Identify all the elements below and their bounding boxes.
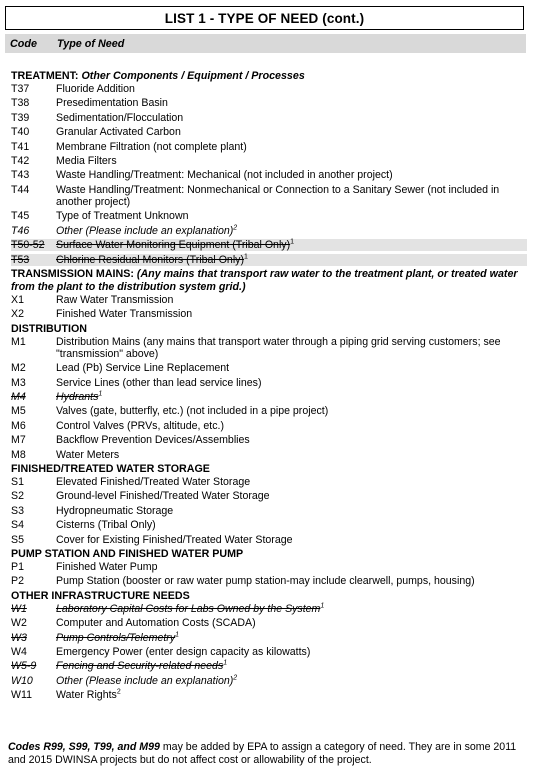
need-description bbox=[56, 449, 527, 461]
need-description-text: Pump Controls/Telemetry bbox=[56, 631, 176, 644]
need-description bbox=[56, 575, 527, 587]
section-heading bbox=[11, 463, 527, 476]
need-description-text: Distribution Mains (any mains that transport water through a piping grid serving customers; see "transmission" above) bbox=[56, 335, 501, 360]
need-description-text: Waste Handling/Treatment: Nonmechanical or Connection to a Sanitary Sewer (not included in another project) bbox=[56, 183, 500, 208]
need-description-text: Hydrants bbox=[56, 391, 99, 404]
need-code: T39 bbox=[11, 111, 30, 124]
list-item bbox=[11, 632, 527, 644]
need-code: T38 bbox=[11, 97, 30, 110]
need-description-text: Raw Water Transmission bbox=[56, 293, 174, 306]
section-heading-label: OTHER INFRASTRUCTURE NEEDS bbox=[11, 589, 190, 602]
footnote-marker: 2 bbox=[233, 674, 238, 682]
need-code: T46 bbox=[11, 224, 30, 237]
need-description-text: Cover for Existing Finished/Treated Water Storage bbox=[56, 533, 293, 546]
need-description bbox=[56, 391, 527, 403]
need-description bbox=[56, 534, 527, 546]
need-code: T43 bbox=[11, 169, 30, 182]
need-description-text: Chlorine Residual Monitors (Tribal Only) bbox=[56, 253, 245, 266]
need-code: T41 bbox=[11, 140, 30, 153]
need-description bbox=[56, 617, 527, 629]
need-code: M8 bbox=[11, 448, 26, 461]
need-description bbox=[56, 420, 527, 432]
section-heading-label: TREATMENT: bbox=[11, 70, 79, 82]
need-description-text: Sedimentation/Flocculation bbox=[56, 111, 184, 124]
need-list bbox=[11, 69, 527, 703]
need-description bbox=[56, 675, 527, 687]
need-description bbox=[56, 294, 527, 306]
need-description bbox=[56, 490, 527, 502]
need-code: T53 bbox=[11, 253, 30, 266]
list-item bbox=[11, 97, 527, 109]
list-item bbox=[11, 239, 527, 251]
list-item bbox=[11, 210, 527, 222]
need-code: T40 bbox=[11, 126, 30, 139]
need-code: S2 bbox=[11, 490, 24, 503]
need-description-text: Emergency Power (enter design capacity as kilowatts) bbox=[56, 645, 311, 658]
need-description-text: Laboratory Capital Costs for Labs Owned by the System bbox=[56, 602, 321, 615]
need-description bbox=[56, 225, 527, 237]
need-description bbox=[56, 254, 527, 266]
list-item bbox=[11, 617, 527, 629]
footnote-marker: 1 bbox=[244, 252, 248, 260]
need-description bbox=[56, 505, 527, 517]
list-item bbox=[11, 254, 527, 266]
list-item bbox=[11, 336, 527, 360]
need-description bbox=[56, 362, 527, 374]
list-item bbox=[11, 112, 527, 124]
need-code: M3 bbox=[11, 376, 26, 389]
need-description-text: Other (Please include an explanation) bbox=[56, 224, 234, 237]
need-code: M1 bbox=[11, 335, 26, 348]
footnote-marker: 2 bbox=[233, 224, 238, 232]
footnote bbox=[8, 741, 526, 767]
section-heading bbox=[11, 590, 527, 603]
section-heading bbox=[11, 548, 527, 561]
need-description bbox=[56, 519, 527, 531]
list-item bbox=[11, 83, 527, 95]
list-item bbox=[11, 490, 527, 502]
list-item bbox=[11, 646, 527, 658]
section-heading bbox=[11, 268, 527, 294]
need-description-text: Membrane Filtration (not complete plant) bbox=[56, 140, 247, 153]
need-code: W4 bbox=[11, 645, 27, 658]
need-description bbox=[56, 646, 527, 658]
need-description-text: Backflow Prevention Devices/Assemblies bbox=[56, 434, 250, 447]
need-description bbox=[56, 141, 527, 153]
list-item bbox=[11, 126, 527, 138]
need-description bbox=[56, 689, 527, 701]
need-code: P2 bbox=[11, 575, 24, 588]
need-code: X2 bbox=[11, 308, 24, 321]
need-description-text: Elevated Finished/Treated Water Storage bbox=[56, 476, 251, 488]
code-column-header: Code bbox=[10, 37, 37, 50]
list-item bbox=[11, 603, 527, 615]
need-description bbox=[56, 83, 527, 95]
need-description-text: Type of Treatment Unknown bbox=[56, 210, 189, 223]
list-item bbox=[11, 561, 527, 573]
list-item bbox=[11, 434, 527, 446]
need-description-text: Surface Water Monitoring Equipment (Tribal Only) bbox=[56, 239, 291, 252]
footnote-marker: 1 bbox=[290, 238, 295, 246]
list-item bbox=[11, 141, 527, 153]
list-item bbox=[11, 534, 527, 546]
list-item bbox=[11, 449, 527, 461]
list-item bbox=[11, 391, 527, 403]
list-item bbox=[11, 476, 527, 488]
need-description bbox=[56, 660, 527, 672]
footnote-codes: Codes R99, S99, T99, and M99 bbox=[8, 741, 160, 753]
list-item bbox=[11, 184, 527, 208]
need-code: T37 bbox=[11, 83, 30, 95]
section-subheading: (Any mains that transport raw water to the treatment plant, or treated water from the plant to the distribution system grid.) bbox=[11, 267, 518, 293]
section-heading-label: PUMP STATION AND FINISHED WATER PUMP bbox=[11, 547, 244, 560]
need-description-text: Presedimentation Basin bbox=[56, 97, 168, 110]
need-description bbox=[56, 155, 527, 167]
section-heading-label: DISTRIBUTION bbox=[11, 322, 87, 335]
need-description-text: Pump Station (booster or raw water pump station-may include clearwell, pumps, housing) bbox=[56, 575, 475, 588]
list-item bbox=[11, 169, 527, 181]
need-code: W5-9 bbox=[11, 660, 37, 673]
need-code: S5 bbox=[11, 533, 24, 546]
need-description bbox=[56, 169, 527, 181]
need-description bbox=[56, 405, 527, 417]
list-item bbox=[11, 225, 527, 237]
need-description-text: Cisterns (Tribal Only) bbox=[56, 519, 156, 532]
footnote-text: may be added by EPA to assign a category of need. They are in some 2011 and 2015 DWINSA projects but do not affect cost or allowability of the project. bbox=[8, 741, 517, 766]
footnote-marker: 1 bbox=[175, 630, 180, 638]
list-item bbox=[11, 505, 527, 517]
need-description bbox=[56, 97, 527, 109]
need-description-text: Computer and Automation Costs (SCADA) bbox=[56, 617, 256, 630]
section-heading bbox=[11, 70, 527, 83]
need-description bbox=[56, 603, 527, 615]
page-title: LIST 1 - TYPE OF NEED (cont.) bbox=[5, 6, 524, 30]
need-code: S4 bbox=[11, 519, 24, 532]
list-item bbox=[11, 405, 527, 417]
need-description-text: Ground-level Finished/Treated Water Storage bbox=[56, 490, 270, 503]
need-code: S1 bbox=[11, 476, 24, 488]
need-code: T42 bbox=[11, 154, 30, 167]
need-code: M6 bbox=[11, 419, 26, 432]
need-description bbox=[56, 476, 527, 488]
need-code: M4 bbox=[11, 391, 26, 404]
footnote-marker: 1 bbox=[320, 602, 325, 610]
list-item bbox=[11, 294, 527, 306]
need-code: W1 bbox=[11, 602, 27, 615]
list-item bbox=[11, 362, 527, 374]
need-code: X1 bbox=[11, 293, 24, 306]
column-header bbox=[5, 34, 526, 53]
need-description bbox=[56, 632, 527, 644]
need-description-text: Fluoride Addition bbox=[56, 83, 135, 95]
list-item bbox=[11, 660, 527, 672]
list-item bbox=[11, 575, 527, 587]
list-item bbox=[11, 420, 527, 432]
need-code: W10 bbox=[11, 674, 33, 687]
need-code: M2 bbox=[11, 362, 26, 375]
need-description-text: Media Filters bbox=[56, 154, 117, 167]
need-description bbox=[56, 377, 527, 389]
section-heading-label: TRANSMISSION MAINS: bbox=[11, 267, 134, 280]
need-description bbox=[56, 561, 527, 573]
need-description-text: Finished Water Transmission bbox=[56, 308, 193, 321]
need-code: T44 bbox=[11, 183, 30, 196]
need-description bbox=[56, 308, 527, 320]
need-description bbox=[56, 336, 527, 360]
list-item bbox=[11, 377, 527, 389]
need-description-text: Granular Activated Carbon bbox=[56, 126, 181, 139]
list-item bbox=[11, 519, 527, 531]
need-description-text: Fencing and Security-related needs bbox=[56, 660, 224, 673]
need-code: M7 bbox=[11, 434, 26, 447]
need-code: P1 bbox=[11, 560, 24, 573]
list-item bbox=[11, 308, 527, 320]
need-description bbox=[56, 239, 527, 251]
need-code: M5 bbox=[11, 405, 26, 418]
section-subheading: Other Components / Equipment / Processes bbox=[81, 70, 305, 82]
list-item bbox=[11, 689, 527, 701]
need-description-text: Lead (Pb) Service Line Replacement bbox=[56, 362, 230, 375]
need-code: W3 bbox=[11, 631, 27, 644]
footnote-marker: 2 bbox=[116, 688, 121, 696]
need-description-text: Service Lines (other than lead service lines) bbox=[56, 376, 262, 389]
need-description bbox=[56, 112, 527, 124]
list-item bbox=[11, 155, 527, 167]
footnote-marker: 1 bbox=[223, 659, 228, 667]
need-code: W2 bbox=[11, 617, 27, 630]
section-heading-label: FINISHED/TREATED WATER STORAGE bbox=[11, 463, 210, 475]
need-description-text: Valves (gate, butterfly, etc.) (not included in a pipe project) bbox=[56, 405, 329, 418]
need-description bbox=[56, 184, 527, 208]
type-column-header: Type of Need bbox=[57, 37, 125, 50]
need-description bbox=[56, 434, 527, 446]
need-description-text: Other (Please include an explanation) bbox=[56, 674, 234, 687]
need-description-text: Water Meters bbox=[56, 448, 120, 461]
need-description-text: Waste Handling/Treatment: Mechanical (not included in another project) bbox=[56, 169, 393, 182]
need-description bbox=[56, 210, 527, 222]
need-description bbox=[56, 126, 527, 138]
footnote-marker: 1 bbox=[98, 390, 103, 398]
need-description-text: Finished Water Pump bbox=[56, 560, 158, 573]
need-code: T50-52 bbox=[11, 239, 45, 252]
need-code: T45 bbox=[11, 210, 30, 223]
need-description-text: Hydropneumatic Storage bbox=[56, 504, 174, 517]
need-code: W11 bbox=[11, 689, 32, 702]
need-description-text: Control Valves (PRVs, altitude, etc.) bbox=[56, 419, 224, 432]
need-description-text: Water Rights bbox=[56, 689, 117, 702]
list-item bbox=[11, 675, 527, 687]
section-heading bbox=[11, 323, 527, 336]
need-code: S3 bbox=[11, 504, 24, 517]
